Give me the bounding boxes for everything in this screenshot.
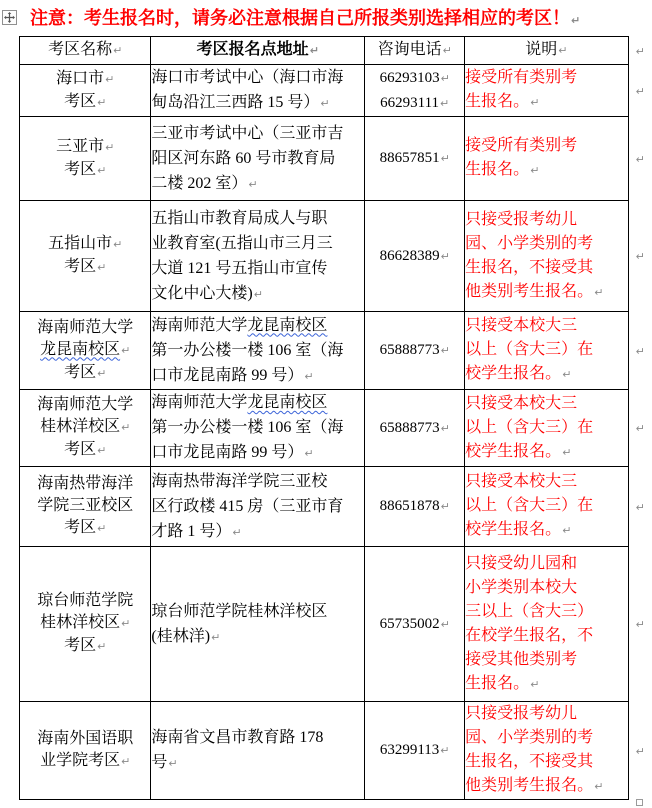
row-end-mark-cell [628,547,651,702]
exam-districts-table [19,36,652,800]
text-line [151,469,364,494]
notice-title [30,3,580,33]
text-line [465,134,627,158]
column-header-label: 说明 [525,41,558,58]
text-line [465,702,627,726]
text-line [365,612,464,637]
text-segment: 业教育室(五指山市三月三 [151,234,333,252]
address-cell [151,65,365,117]
text-line [465,672,627,697]
text-segment: 66293103 [379,69,440,86]
phone-cell [365,201,465,312]
text-segment: 业学院考区 [40,752,121,769]
return-mark: ↵ [253,287,263,301]
text-line [151,494,364,519]
return-mark: ↵ [105,72,115,86]
text-segment: 65888773 [379,342,440,358]
district-name-cell [20,312,151,390]
text-segment: 海南师范大学 [151,394,248,411]
text-line [20,362,150,385]
text-line [20,750,150,773]
notice-text: 注意：考生报名时，请务必注意根据自己所报类别选择相应的考区！ [30,8,570,28]
return-mark: ↵ [530,164,540,177]
text-line [20,159,150,182]
text-line [151,231,364,256]
text-segment: 接受所有类别考 [465,137,578,154]
text-segment: 只接受本校大三 [465,394,578,412]
district-name-cell [20,201,151,312]
text-segment: 五指山市 [48,235,113,252]
text-segment: 阳区河东路 60 号市教育局 [151,149,336,167]
text-line [465,280,627,305]
return-mark: ↵ [113,238,123,251]
text-line [465,314,627,338]
return-mark: ↵ [635,250,645,263]
text-line [151,599,364,624]
text-segment: 第一办公楼一楼 106 室（海 [151,341,344,359]
row-end-mark-cell [628,37,651,65]
text-segment: 考区 [64,258,97,275]
text-segment: 二楼 202 室） [151,174,248,192]
text-line [465,624,627,648]
return-mark: ↵ [440,344,450,357]
text-segment: 五指山市教育局成人与职 [151,209,328,227]
text-segment: 考区 [64,160,97,178]
text-line [365,416,464,441]
row-end-mark-cell [628,65,651,117]
text-line [20,590,150,612]
text-line [465,750,627,774]
table-move-handle[interactable] [2,10,17,25]
text-line [465,338,627,362]
text-segment: 生报名。 [465,93,530,110]
text-line [151,440,364,466]
table-row [20,390,652,467]
return-mark: ↵ [97,366,107,380]
text-segment: 海南师范大学 [37,396,134,413]
text-line [20,136,150,159]
row-end-mark-cell [628,312,651,390]
return-mark: ↵ [594,285,604,299]
text-segment: 校学生报名。 [465,365,562,382]
note-cell [465,117,628,201]
text-segment: 65735002 [379,615,440,632]
text-line [465,648,627,672]
text-segment: 86628389 [379,247,440,264]
return-mark: ↵ [232,525,242,539]
row-end-mark-cell [628,201,651,312]
exam-table-body [20,37,652,800]
column-header-1 [151,37,365,65]
text-line [20,394,150,416]
text-segment: 三亚市考试中心（三亚市吉 [151,124,344,142]
text-line [465,726,627,750]
text-line [20,339,150,362]
return-mark: ↵ [320,97,330,110]
row-end-mark-cell [628,117,651,201]
table-row [20,702,652,800]
text-segment: 校学生报名。 [465,521,562,538]
return-mark: ↵ [635,44,645,58]
text-segment: 园、小学类别的考 [465,729,594,746]
table-row [20,201,652,312]
text-line [151,121,364,146]
spellcheck-squiggle-text: 龙昆南校区 [247,394,328,411]
text-line [151,65,364,90]
text-segment: 考区 [64,363,97,381]
return-mark: ↵ [562,445,572,459]
text-segment: 接受其他类别考 [465,650,578,668]
text-segment: 他类别考生报名。 [465,282,594,300]
text-line [20,233,150,256]
return-mark: ↵ [304,369,314,383]
return-mark: ↵ [558,44,568,57]
text-segment: 以上（含大三）在 [465,341,594,358]
text-segment: 海南省文昌市教育路 178 [151,729,324,746]
text-line [465,256,627,280]
return-mark: ↵ [635,744,645,758]
text-segment: 海南师范大学 [37,318,134,336]
text-line [465,416,627,440]
paragraph-mark: ↵ [571,14,581,27]
text-line [465,552,627,576]
text-line [365,146,464,171]
text-line [20,317,150,339]
table-row [20,312,652,390]
column-header-label: 考区名称 [48,41,113,58]
text-line [365,338,464,363]
text-segment: 海南热带海洋 [37,475,134,492]
text-segment: 只接受报考幼儿 [465,705,578,722]
return-mark: ↵ [97,522,107,535]
text-line [20,495,150,517]
text-segment: 只接受幼儿园和 [465,554,578,572]
text-line [465,600,627,624]
return-mark: ↵ [97,95,107,109]
address-cell [151,312,365,390]
text-line [465,66,627,90]
text-line [151,725,364,750]
table-resize-handle[interactable] [636,799,643,806]
return-mark: ↵ [121,421,131,434]
phone-cell [365,117,465,201]
table-header-row [20,37,652,65]
text-segment: 桂林洋校区 [40,418,121,435]
text-segment: 考区 [64,92,97,110]
text-line [365,738,464,763]
phone-cell [365,702,465,800]
text-line [465,440,627,465]
return-mark: ↵ [304,447,314,460]
text-line [151,171,364,197]
note-cell [465,467,628,547]
text-line [20,439,150,462]
return-mark: ↵ [440,96,450,110]
text-segment: 他类别考生报名。 [465,777,594,794]
phone-cell [365,312,465,390]
text-line [20,728,150,750]
table-row [20,117,652,201]
column-header-label: 咨询电话 [377,41,442,58]
text-segment: 海南外国语职 [37,730,134,747]
return-mark: ↵ [97,261,107,274]
table-row [20,65,652,117]
note-cell [465,65,628,117]
return-mark: ↵ [440,71,450,85]
district-name-cell [20,702,151,800]
text-segment: 63299113 [379,742,440,758]
text-segment: 海口市考试中心（海口市海 [151,69,344,86]
text-segment: 88651878 [379,498,440,514]
text-segment: 考区 [64,441,97,458]
return-mark: ↵ [635,618,645,631]
text-line [465,362,627,387]
note-cell [465,390,628,467]
text-line [465,232,627,256]
phone-cell [365,390,465,467]
text-segment: 海口市 [56,69,105,87]
return-mark: ↵ [530,96,540,109]
return-mark: ↵ [635,152,645,166]
text-segment: 学院三亚校区 [37,497,134,514]
text-line [20,68,150,91]
text-segment: 琼台师范学院桂林洋校区 [151,602,328,620]
text-segment: 88657851 [379,150,440,166]
text-segment: 生报名，不接受其 [465,258,594,276]
text-line [151,363,364,389]
text-segment: 海南师范大学 [151,316,248,334]
text-line [465,158,627,183]
return-mark: ↵ [121,343,131,357]
return-mark: ↵ [105,140,115,154]
text-segment: 才路 1 号） [151,522,232,540]
return-mark: ↵ [440,617,450,631]
row-end-mark-cell [628,702,651,800]
row-end-mark-cell [628,467,651,547]
row-end-mark-cell [628,390,651,467]
text-segment: 以上（含大三）在 [465,418,594,436]
return-mark: ↵ [635,344,645,358]
text-line [20,91,150,114]
text-line [151,415,364,440]
return-mark: ↵ [440,421,450,435]
district-name-cell [20,467,151,547]
column-header-label: 考区报名点地址 [196,41,309,58]
text-segment: 只接受本校大三 [465,473,578,490]
address-cell [151,117,365,201]
return-mark: ↵ [211,630,221,644]
return-mark: ↵ [248,177,258,191]
return-mark: ↵ [442,44,452,57]
text-line [465,576,627,600]
note-cell [465,201,628,312]
return-mark: ↵ [440,500,450,513]
text-line [365,66,464,91]
text-segment: 三亚市 [56,137,105,155]
text-line [151,281,364,307]
text-segment: 只接受本校大三 [465,317,578,334]
text-line [465,392,627,416]
text-segment: 在校学生报名，不 [465,626,594,644]
text-segment: 生报名。 [465,674,530,692]
text-line [20,416,150,439]
column-header-2 [365,37,465,65]
move-arrows-icon [4,12,15,23]
return-mark: ↵ [168,757,178,770]
text-segment: 考区 [64,637,97,654]
text-segment: 大道 121 号五指山市宣传 [151,259,328,277]
district-name-cell [20,65,151,117]
text-segment: 考区 [64,519,97,536]
text-line [151,338,364,363]
return-mark: ↵ [635,84,645,98]
text-line [151,206,364,231]
text-segment: 只接受报考幼儿 [465,210,578,228]
column-header-3 [465,37,628,65]
note-cell [465,312,628,390]
address-cell [151,702,365,800]
text-segment: 琼台师范学院 [37,592,134,609]
table-row [20,467,652,547]
text-segment: 口市龙昆南路 99 号） [151,444,304,461]
text-line [151,390,364,415]
text-line [20,473,150,495]
return-mark: ↵ [562,368,572,381]
text-segment: 生报名。 [465,161,530,178]
text-line [465,494,627,518]
return-mark: ↵ [440,744,450,757]
text-segment: 甸岛沿江三西路 15 号） [151,94,320,111]
text-line [465,518,627,543]
address-cell [151,390,365,467]
text-segment: 生报名，不接受其 [465,753,594,770]
return-mark: ↵ [530,677,540,691]
district-name-cell [20,547,151,702]
text-line [20,256,150,279]
text-line [151,519,364,545]
return-mark: ↵ [121,617,131,630]
text-segment: 区行政楼 415 房（三亚市育 [151,497,344,515]
text-segment: 65888773 [379,419,440,436]
district-name-cell [20,390,151,467]
text-line [365,244,464,269]
spellcheck-squiggle-text: 龙昆南校区 [40,340,121,358]
text-segment: 第一办公楼一楼 106 室（海 [151,419,344,436]
return-mark: ↵ [309,44,319,57]
spellcheck-squiggle-text: 龙昆南校区 [247,316,328,334]
text-line [465,774,627,799]
return-mark: ↵ [97,444,107,457]
address-cell [151,467,365,547]
text-line [151,750,364,776]
return-mark: ↵ [97,640,107,653]
district-name-cell [20,117,151,201]
text-segment: 三以上（含大三） [465,602,594,620]
text-line [465,470,627,494]
text-segment: 接受所有类别考 [465,69,578,86]
return-mark: ↵ [635,500,645,514]
return-mark: ↵ [440,152,450,165]
text-segment: 文化中心大楼) [151,284,253,302]
text-line [20,612,150,635]
phone-cell [365,65,465,117]
text-line [20,517,150,540]
return-mark: ↵ [440,249,450,263]
text-segment: 校学生报名。 [465,442,562,460]
column-header-0 [20,37,151,65]
return-mark: ↵ [635,422,645,435]
note-cell [465,547,628,702]
text-line [151,146,364,171]
text-line [365,494,464,519]
note-cell [465,702,628,800]
phone-cell [365,467,465,547]
text-line [151,313,364,338]
text-line [20,635,150,658]
address-cell [151,547,365,702]
address-cell [151,201,365,312]
return-mark: ↵ [97,163,107,177]
text-line [365,91,464,116]
phone-cell [365,547,465,702]
text-segment: 桂林洋校区 [40,614,121,631]
return-mark: ↵ [594,780,604,793]
text-segment: 小学类别本校大 [465,578,578,596]
text-line [151,90,364,116]
text-line [465,208,627,232]
text-line [151,624,364,650]
text-segment: 口市龙昆南路 99 号） [151,366,304,384]
return-mark: ↵ [562,524,572,537]
text-segment: 66293111 [380,94,440,111]
text-line [151,256,364,281]
text-segment: 号 [151,754,168,771]
text-segment: (桂林洋) [151,627,211,645]
text-segment: 园、小学类别的考 [465,234,594,252]
text-line [465,90,627,115]
text-segment: 以上（含大三）在 [465,497,594,514]
table-row [20,547,652,702]
return-mark: ↵ [113,44,123,57]
return-mark: ↵ [121,755,131,768]
text-segment: 海南热带海洋学院三亚校 [151,472,328,490]
